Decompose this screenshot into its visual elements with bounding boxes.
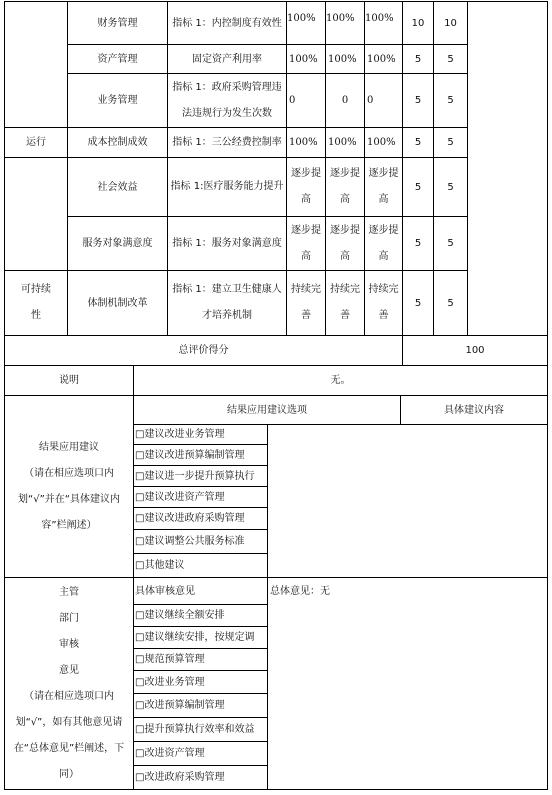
option-checkbox[interactable]: □建议改进资产管理 (135, 491, 225, 503)
indicator: 指标 1：政府采购管理违法违规行为发生次数 (172, 81, 282, 119)
indicator: 指标 1：内控制度有效性 (172, 17, 282, 29)
indicator: 指标 1：建立卫生健康人才培养机制 (172, 284, 282, 321)
supervisor-line: 部门 (59, 612, 79, 624)
sub-indicator: 服务对象满意度 (82, 238, 153, 249)
target-value: 0 (289, 95, 296, 106)
category-operation: 运行 (26, 137, 46, 148)
score: 5 (447, 95, 454, 106)
actual-value: 100% (328, 137, 357, 148)
score: 5 (447, 238, 454, 249)
overall-opinion: 总体意见：无 (270, 585, 330, 597)
weight: 5 (414, 137, 422, 148)
completion-value: 0 (367, 95, 374, 106)
indicator: 固定资产利用率 (192, 53, 262, 65)
result-suggestion-label-block (5, 396, 133, 577)
review-option-checkbox[interactable]: □改进业务管理 (135, 676, 205, 688)
supervisor-line: 主管 (59, 586, 79, 598)
option-checkbox[interactable]: □其他建议 (135, 560, 185, 571)
score: 5 (447, 137, 454, 148)
review-option-checkbox[interactable]: □规范预算管理 (135, 654, 205, 665)
actual-value: 100% (326, 13, 355, 24)
content-header: 具体建议内容 (444, 404, 504, 416)
weight: 10 (411, 17, 425, 29)
weight: 5 (414, 95, 422, 106)
actual-value: 逐步提高 (330, 224, 360, 262)
total-score-value: 100 (465, 345, 485, 356)
sub-indicator: 社会效益 (97, 181, 138, 193)
actual-value: 0 (341, 95, 349, 106)
target-value: 逐步提高 (291, 224, 321, 262)
result-suggestion-label: 结果应用建议 (39, 441, 99, 453)
completion-value: 逐步提高 (368, 224, 399, 262)
supervisor-line: 意见 (59, 664, 79, 676)
score: 10 (444, 17, 457, 29)
weight: 5 (414, 53, 422, 65)
score: 5 (447, 53, 454, 65)
weight: 5 (414, 238, 422, 249)
target-value: 逐步提高 (291, 168, 321, 205)
option-checkbox[interactable]: □建议进一步提升预算执行 (135, 470, 255, 482)
weight: 5 (414, 297, 422, 309)
target-value: 持续完善 (291, 284, 321, 321)
explanation-label: 说明 (59, 375, 79, 386)
supervisor-instruction: （请在相应选项口内划“√”，如有其他意见请在“总体意见”栏阐述，下同） (13, 690, 125, 780)
completion-value: 100% (367, 137, 396, 148)
completion-value: 100% (365, 13, 394, 24)
total-score-label: 总评价得分 (178, 345, 229, 356)
actual-value: 100% (328, 53, 357, 65)
supervisor-line: 审核 (59, 638, 79, 650)
actual-value: 持续完善 (330, 284, 360, 321)
completion-value: 100% (367, 53, 396, 65)
review-option-checkbox[interactable]: □改进预算编制管理 (135, 700, 225, 711)
review-option-checkbox[interactable]: □改进资产管理 (135, 748, 205, 759)
option-checkbox[interactable]: □建议改进政府采购管理 (135, 513, 245, 524)
review-option-checkbox[interactable]: □建议继续全额安排 (135, 610, 225, 621)
option-checkbox[interactable]: □建议调整公共服务标准 (135, 536, 245, 547)
review-option-checkbox[interactable]: □建议继续安排，按规定调 (135, 632, 255, 643)
sub-indicator: 成本控制成效 (87, 137, 148, 148)
result-suggestion-instruction: （请在相应选项口内划“√”并在“具体建议内容”栏阐述） (18, 467, 120, 531)
supervisor-label-block (5, 578, 133, 789)
sub-indicator: 资产管理 (97, 53, 138, 65)
review-option-checkbox[interactable]: □改进政府采购管理 (135, 772, 225, 783)
option-checkbox[interactable]: □建议改进预算编制管理 (135, 449, 245, 461)
option-checkbox[interactable]: □建议改进业务管理 (135, 429, 225, 440)
category-sustainable: 可持续性 (21, 284, 51, 321)
sub-indicator: 体制机制改革 (87, 297, 148, 309)
weight: 5 (414, 181, 422, 193)
indicator: 指标 1:医疗服务能力提升 (170, 181, 284, 192)
indicator: 指标 1：服务对象满意度 (172, 238, 282, 249)
sub-indicator: 财务管理 (97, 17, 138, 29)
review-header: 具体审核意见 (135, 585, 195, 597)
completion-value: 持续完善 (368, 284, 399, 321)
options-header: 结果应用建议选项 (227, 404, 307, 416)
explanation-value: 无。 (330, 375, 351, 386)
target-value: 100% (287, 13, 316, 24)
target-value: 100% (289, 137, 318, 148)
score: 5 (447, 297, 454, 309)
indicator: 指标 1：三公经费控制率 (172, 137, 282, 148)
completion-value: 逐步提高 (368, 168, 399, 205)
score: 5 (447, 181, 454, 193)
target-value: 100% (289, 53, 318, 65)
sub-indicator: 业务管理 (97, 95, 138, 106)
actual-value: 逐步提高 (330, 168, 360, 205)
review-option-checkbox[interactable]: □提升预算执行效率和效益 (135, 724, 255, 735)
